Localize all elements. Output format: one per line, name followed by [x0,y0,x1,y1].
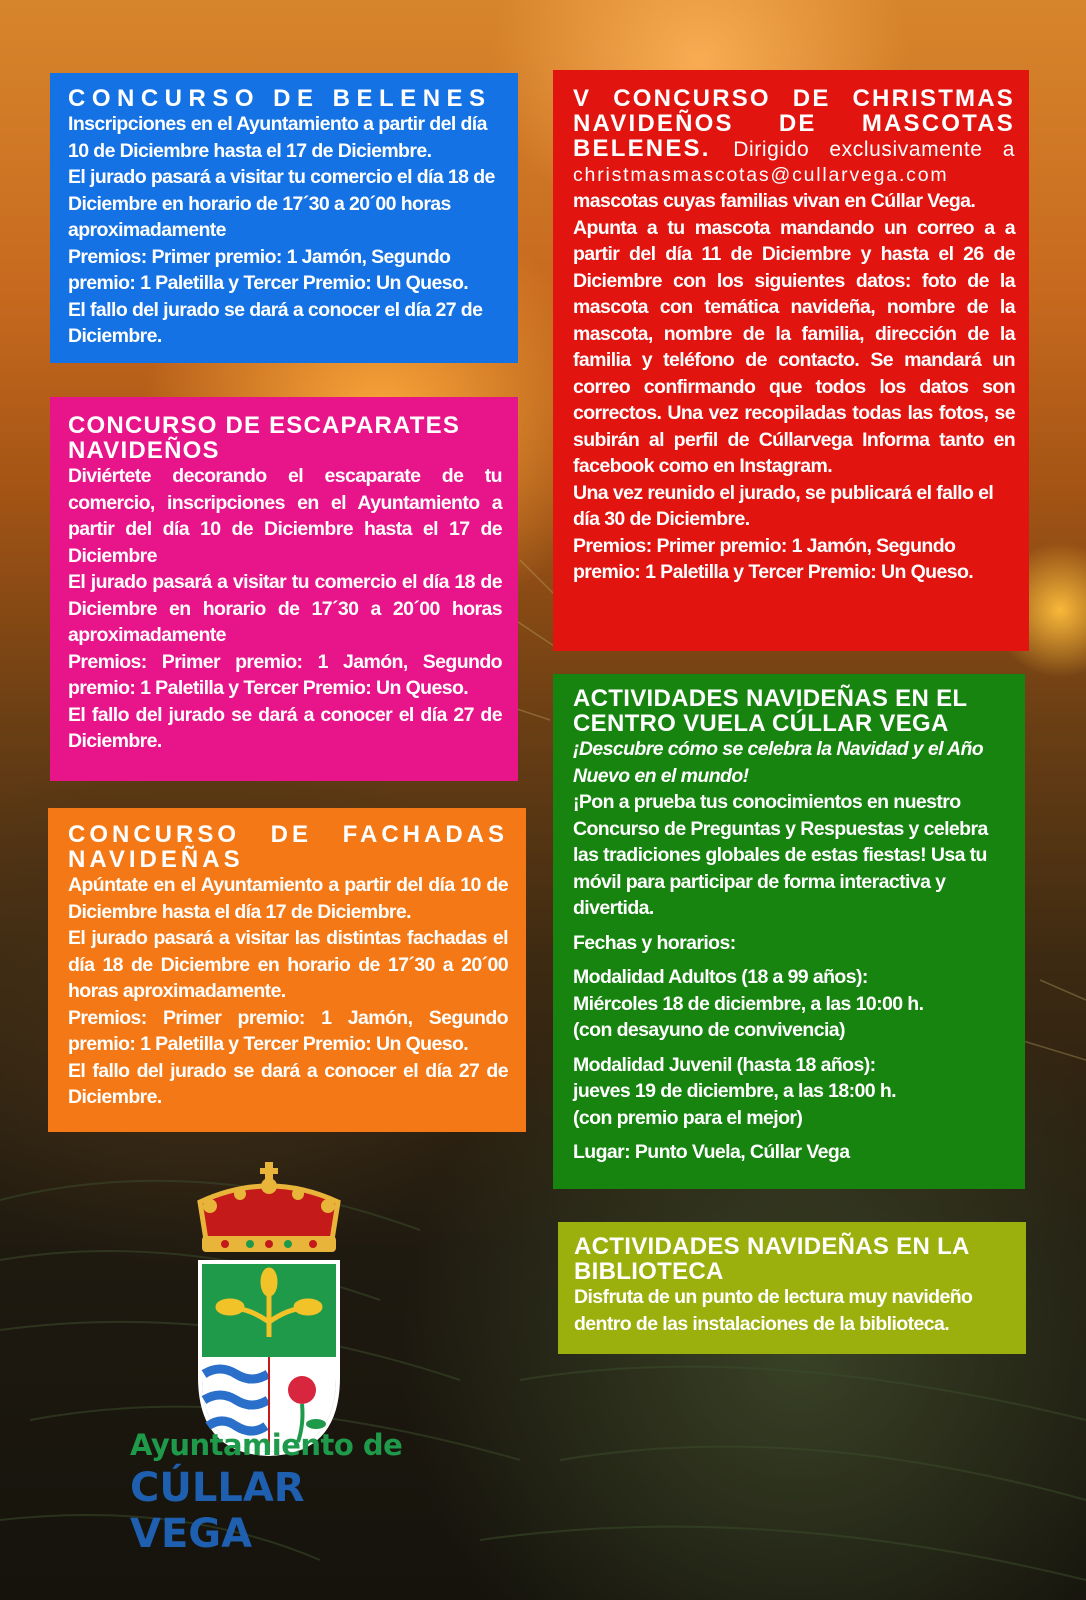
biblioteca-title: ACTIVIDADES NAVIDEÑAS EN LA BIBLIOTECA [574,1233,969,1286]
christmas-title-text: V CONCURSO DE CHRISTMAS NAVIDEÑOS DE MASCOTAS BELENES. [573,85,1015,163]
vuela-title: ACTIVIDADES NAVIDEÑAS EN EL CENTRO VUELA CÚLLAR VEGA [573,685,967,738]
escaparates-body [68,463,502,755]
christmas-intro: Dirigido exclusivamente a [733,138,1015,162]
concurso-belenes-panel [50,73,518,363]
christmas-line-3: Una vez reunido el jurado, se publicará el fallo el día 30 de Diciembre. [573,481,994,531]
vuela-intro: ¡Pon a prueba tus conocimientos en nuestro Concurso de Preguntas y Respuestas y celebra las tradiciones globales de estas fiestas! Usa tu móvil para participar de forma interactiva y divertida. [573,791,988,920]
concurso-fachadas-panel [48,808,526,1132]
escaparates-line-3: Premios: Primer premio: 1 Jamón, Segundo premio: 1 Paletilla y Tercer Premio: Un Queso. [68,650,502,700]
vuela-lugar: Lugar: Punto Vuela, Cúllar Vega [573,1141,850,1164]
vuela-adultos [573,964,1013,1044]
logo-cullar-vega-text: CÚLLAR VEGA [130,1465,305,1557]
concurso-escaparates-panel [50,397,518,781]
vuela-adultos-line-3: (con desayuno de convivencia) [573,1019,845,1042]
escaparates-line-1: Diviértete decorando el escaparate de tu comercio, inscripciones en el Ayuntamiento a partir del día 10 de Diciembre hasta el 17 de Diciembre [68,465,502,567]
christmas-title [573,86,1015,162]
christmas-line-4: Premios: Primer premio: 1 Jamón, Segundo premio: 1 Paletilla y Tercer Premio: Un Queso. [573,534,974,584]
biblioteca-text: Disfruta de un punto de lectura muy navideño dentro de las instalaciones de la biblioteca. [574,1286,973,1335]
fachadas-body [68,872,508,1111]
escaparates-line-4: El fallo del jurado se dará a conocer el día 27 de Diciembre. [68,703,502,753]
fachadas-line-4: El fallo del jurado se dará a conocer el día 27 de Diciembre. [68,1059,508,1109]
vuela-body [573,736,1013,1166]
vuela-juvenil-line-1: Modalidad Juvenil (hasta 18 años): [573,1053,876,1076]
vuela-adultos-line-1: Modalidad Adultos (18 a 99 años): [573,966,868,989]
fachadas-title: CONCURSO DE FACHADAS NAVIDEÑAS [68,821,508,874]
vuela-fechas: Fechas y horarios: [573,931,736,954]
vuela-juvenil [573,1052,1013,1132]
vuela-juvenil-line-2: jueves 19 de diciembre, a las 18:00 h. [573,1080,896,1103]
vuela-subtitle: ¡Descubre cómo se celebra la Navidad y el Año Nuevo en el mundo! [573,738,984,787]
belenes-title: CONCURSO DE BELENES [68,85,492,112]
fachadas-line-2: El jurado pasará a visitar las distintas fachadas el día 18 de Diciembre en horario de 17´30 a 20´00 horas aproximadamente. [68,927,508,1003]
escaparates-title: CONCURSO DE ESCAPARATES NAVIDEÑOS [68,412,461,465]
belenes-line-1: Inscripciones en el Ayuntamiento a partir del día 10 de Diciembre hasta el 17 de Diciembre. [68,113,487,162]
concurso-christmas-mascotas-panel [553,70,1029,651]
logo-ayuntamiento-text: Ayuntamiento de [130,1428,403,1462]
actividades-vuela-panel [553,674,1025,1189]
vuela-juvenil-line-3: (con premio para el mejor) [573,1106,803,1129]
belenes-line-3: Premios: Primer premio: 1 Jamón, Segundo premio: 1 Paletilla y Tercer Premio: Un Queso. [68,245,469,295]
christmas-body [573,162,1015,586]
actividades-biblioteca-panel [558,1222,1026,1354]
belenes-line-4: El fallo del jurado se dará a conocer el día 27 de Diciembre. [68,298,483,348]
christmas-email-link[interactable]: christmasmascotas@cullarvega.com [573,163,949,186]
fachadas-line-3: Premios: Primer premio: 1 Jamón, Segundo premio: 1 Paletilla y Tercer Premio: Un Queso. [68,1006,508,1056]
christmas-line-2: Apunta a tu mascota mandando un correo a a partir del día 11 de Diciembre y hasta el 26 de Diciembre con los siguientes datos: foto de la mascota con temática navideña, nombre de la mascota, nombre de la familia, dirección de la familia y teléfono de contacto. Se mandará un correo confirmando que todos los datos son correctos. Una vez recopiladas todas las fotos, se subirán al perfil de Cúllarvega Informa tanto en facebook como en Instagram. [573,216,1015,478]
belenes-line-2: El jurado pasará a visitar tu comercio el día 18 de Diciembre en horario de 17´30 a 20´00 horas aproximadamente [68,166,495,242]
escaparates-line-2: El jurado pasará a visitar tu comercio el día 18 de Diciembre en horario de 17´30 a 20´00 horas aproximadamente [68,571,502,647]
christmas-line-1: mascotas cuyas familias vivan en Cúllar Vega. [573,190,976,213]
fachadas-line-1: Apúntate en el Ayuntamiento a partir del día 10 de Diciembre hasta el día 17 de Diciembre. [68,874,508,923]
belenes-body [68,111,502,350]
vuela-adultos-line-2: Miércoles 18 de diciembre, a las 10:00 h. [573,992,924,1015]
